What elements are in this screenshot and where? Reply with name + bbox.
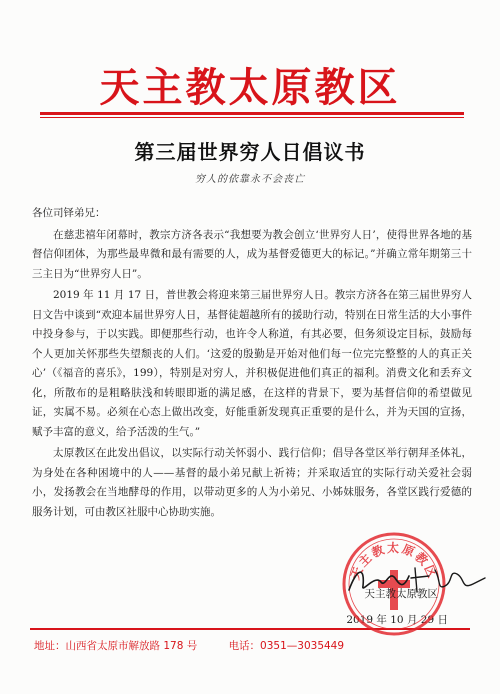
- paragraph-2: 2019 年 11 月 17 日，普世教会将迎来第三届世界穷人日。教宗方济各在第三届世界穷人日文告中谈到“欢迎本届世界穷人日，基督徒超越所有的援助行动，特别在日常生活的大小事件中投身参与，于以实践。即便那些行动，也许令人称道，有其必要，但务须设定目标，鼓励每个人更加关怀那些失望颓丧的人们。‘这爱的殷勤是开始对他们每一位完完整整的人的真正关心’（《福音的喜乐》，199），特别是对穷人，并积极促进他们真正的福利。消费文化和丢弃文化，所散布的是粗略肤浅和转眼即逝的满足感，在这样的背景下，要为基督信仰的希望做见证，实属不易。必须在心态上做出改变，好能重新发现真正重要的是什么，并为天国的宣扬，赋予丰富的意义，给予活泼的生气。”: [32, 289, 472, 438]
- paragraph-1: 在慈悲禧年闭幕时，教宗方济各表示“我想要为教会创立‘世界穷人日’，使得世界各地的基督信仰团体，为那些最卑微和最有需要的人，成为基督爱德更大的标记。”并确立常年期第三十三主日为“世界穷人日”。: [32, 228, 472, 280]
- letterhead-rule-thin: [40, 117, 464, 118]
- handwritten-signature: [345, 560, 495, 600]
- letterhead-rule-thick: [40, 112, 464, 115]
- salutation: 各位司铎弟兄：: [32, 207, 106, 219]
- svg-text:天主教太原教区: 天主教太原教区: [347, 541, 441, 582]
- letterhead-org-name: 天主教太原教区: [99, 64, 401, 111]
- paragraph-3: 太原教区在此发出倡议，以实际行动关怀弱小、践行信仰；倡导各堂区举行朝拜圣体礼，为身处在各种困境中的人——基督的最小弟兄献上祈祷；并采取适宜的实际行动关爱社会弱小，发扬教会在当地酵母的作用，以带动更多的人为小弟兄、小姊妹服务，各堂区践行爱德的服务计划，可由教区社服中心协助实施。: [32, 447, 472, 518]
- document-body: [32, 204, 472, 524]
- issue-date: 2019 年 10 月 29 日: [346, 614, 448, 626]
- document-title: 第三届世界穷人日倡议书: [134, 140, 366, 164]
- issuer-name: 天主教太原教区: [364, 588, 438, 600]
- document-subtitle: 穷人的依靠永不会丧亡: [195, 174, 305, 185]
- footer-address: 地址：山西省太原市解放路 178 号: [34, 640, 198, 652]
- footer: [34, 638, 474, 653]
- footer-phone: 电话：0351—3035449: [228, 640, 345, 652]
